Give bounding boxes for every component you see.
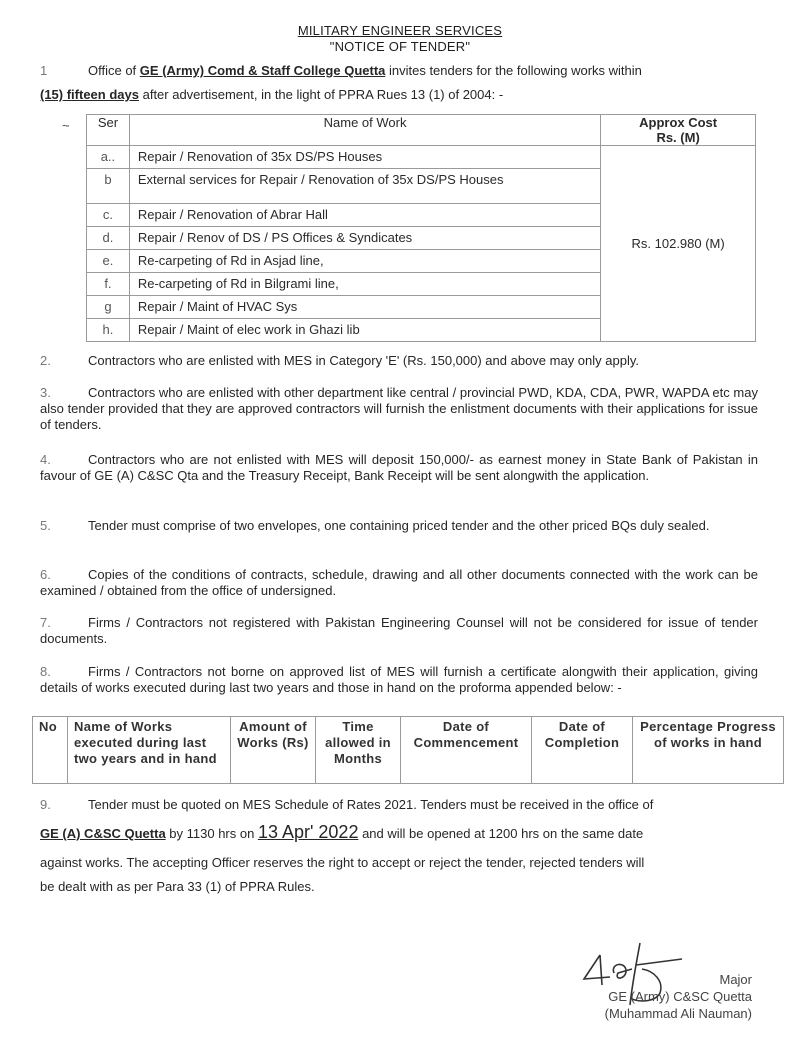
para-number: 2.: [40, 353, 51, 368]
para-5: [40, 518, 758, 534]
signer-appointment: GE (Army) C&SC Quetta: [608, 989, 752, 1004]
proforma-header-row: [33, 717, 784, 784]
para-number: 5.: [40, 518, 51, 533]
para-text: Contractors who are not enlisted with MES will deposit 150,000/- as earnest money in State Bank of Pakistan in favour of GE (A) C&SC Qta and the Treasury Receipt, Bank Receipt will be sent alongwith the application.: [40, 452, 758, 483]
works-table-header: [87, 115, 756, 146]
table-row: [87, 146, 756, 169]
work-name-cell: Re-carpeting of Rd in Asjad line,: [129, 250, 600, 273]
para-text: after advertisement, in the light of PPRA Rues 13 (1) of 2004: -: [138, 87, 504, 102]
tender-period: (15) fifteen days: [40, 87, 139, 102]
para-text: Firms / Contractors not borne on approved list of MES will furnish a certificate alongwith their application, giving details of works executed during last two years and those in hand on the proforma appended below: -: [40, 664, 758, 695]
signer-name: (Muhammad Ali Nauman): [604, 1006, 752, 1021]
header-time-allowed: Time allowed in Months: [316, 717, 401, 784]
ser-cell: f.: [87, 273, 130, 296]
para-text: Office of: [88, 63, 140, 78]
total-cost-cell: Rs. 102.980 (M): [601, 146, 756, 342]
work-name-cell: Repair / Renovation of Abrar Hall: [129, 204, 600, 227]
para-number: 7.: [40, 615, 51, 630]
para-4: [40, 452, 758, 484]
para-text: Copies of the conditions of contracts, schedule, drawing and all other documents connected with the work can be examined / obtained from the office of undersigned.: [40, 567, 758, 598]
para-9-line-1: [40, 797, 653, 812]
para-8: [40, 664, 758, 696]
work-name-cell: Repair / Maint of elec work in Ghazi lib: [129, 319, 600, 342]
ser-cell: c.: [87, 204, 130, 227]
para-number: 6.: [40, 567, 51, 582]
para-text: and will be opened at 1200 hrs on the same date: [358, 826, 644, 841]
submission-date: 13 Apr' 2022: [257, 822, 359, 842]
para-text: Tender must be quoted on MES Schedule of Rates 2021. Tenders must be received in the office of: [88, 797, 654, 812]
para-text: Contractors who are enlisted with other department like central / provincial PWD, KDA, CDA, PWR, WAPDA etc may also tender provided that they are approved contractors will furnish the enlistment documents with their applications for issue of tenders.: [40, 385, 758, 432]
para-text: by 1130 hrs on: [165, 826, 258, 841]
para-9-line-4: be dealt with as per Para 33 (1) of PPRA Rules.: [40, 879, 315, 894]
para-number: 1: [40, 63, 48, 78]
ser-cell: e.: [87, 250, 130, 273]
ser-cell: d.: [87, 227, 130, 250]
work-name-cell: Repair / Renov of DS / PS Offices & Syndicates: [129, 227, 600, 250]
header-name-of-work: Name of Work: [129, 115, 600, 146]
para-number: 3.: [40, 385, 51, 400]
header-amount: Amount of Works (Rs): [231, 717, 316, 784]
header-percentage-progress: Percentage Progress of works in hand: [633, 717, 784, 784]
para-number: 9.: [40, 797, 51, 812]
para-text: Tender must comprise of two envelopes, one containing priced tender and the other priced BQs duly sealed.: [88, 518, 710, 533]
office-name: GE (Army) Comd & Staff College Quetta: [139, 63, 386, 78]
header-date-completion: Date of Completion: [532, 717, 633, 784]
notice-title: "NOTICE OF TENDER": [329, 39, 471, 54]
proforma-table: [32, 716, 784, 784]
signer-rank: Major: [719, 972, 752, 987]
para-1-line-2: [40, 87, 503, 102]
works-table: [86, 114, 756, 342]
org-heading: MILITARY ENGINEER SERVICES: [297, 23, 503, 38]
header-name-of-works: Name of Works executed during last two years and in hand: [68, 717, 231, 784]
ser-cell: g: [87, 296, 130, 319]
para-1-line-1: [40, 63, 642, 78]
header-no: No: [33, 717, 68, 784]
work-name-cell: External services for Repair / Renovation of 35x DS/PS Houses: [129, 169, 600, 204]
header-date-commencement: Date of Commencement: [401, 717, 532, 784]
para-text: Contractors who are enlisted with MES in Category 'E' (Rs. 150,000) and above may only apply.: [88, 353, 639, 368]
para-6: [40, 567, 758, 599]
para-3: [40, 385, 758, 433]
tick-mark: ~: [62, 118, 70, 133]
para-text: invites tenders for the following works within: [385, 63, 642, 78]
ser-cell: h.: [87, 319, 130, 342]
ser-cell: a..: [87, 146, 130, 169]
work-name-cell: Re-carpeting of Rd in Bilgrami line,: [129, 273, 600, 296]
header-ser: Ser: [87, 115, 130, 146]
work-name-cell: Repair / Maint of HVAC Sys: [129, 296, 600, 319]
para-9-line-2: [40, 822, 643, 843]
para-number: 4.: [40, 452, 51, 467]
para-number: 8.: [40, 664, 51, 679]
para-text: Firms / Contractors not registered with Pakistan Engineering Counsel will not be considered for issue of tender documents.: [40, 615, 758, 646]
work-name-cell: Repair / Renovation of 35x DS/PS Houses: [129, 146, 600, 169]
ser-cell: b: [87, 169, 130, 204]
header-approx-cost: [601, 115, 756, 146]
para-7: [40, 615, 758, 647]
submission-office: GE (A) C&SC Quetta: [40, 826, 166, 841]
para-2: [40, 353, 758, 369]
header-cost-line-2: Rs. (M): [656, 130, 700, 145]
para-9-line-3: against works. The accepting Officer reserves the right to accept or reject the tender, rejected tenders will: [40, 855, 645, 870]
header-cost-line-1: Approx Cost: [639, 115, 718, 130]
